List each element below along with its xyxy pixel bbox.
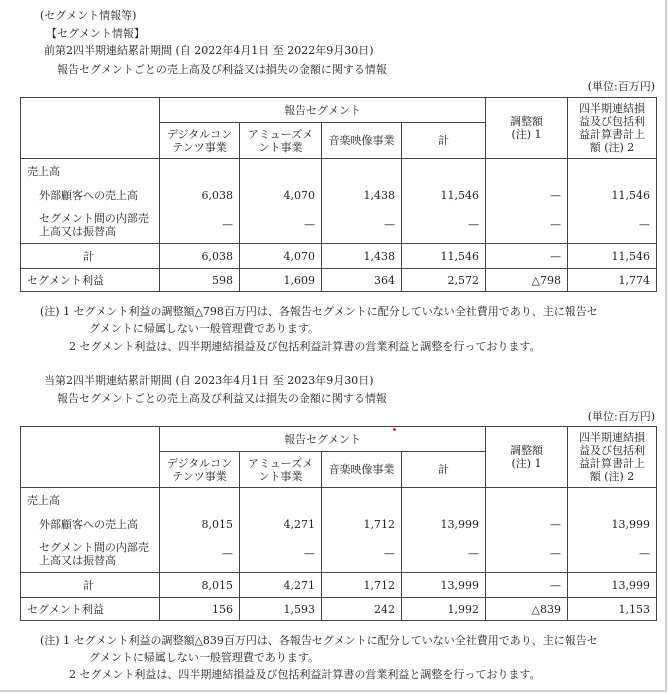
period-1-note-1-cont: グメントに帰属しない一般管理費であります。 (89, 322, 320, 335)
value-cell: 11,546 (568, 244, 657, 269)
adjustment-header: 調整額 (注) 1 (486, 98, 568, 159)
internal-sales-label: セグメント間の内部売 上高又は振替高 (21, 536, 160, 573)
adjustment-header: 調整額 (注) 1 (486, 427, 568, 488)
statement-header: 四半期連結損 益及び包括利 益計算書計上 額 (注) 2 (568, 98, 657, 159)
sales-label: 売上高 (21, 159, 160, 185)
value-cell: — (486, 244, 568, 269)
segment-profit-label: セグメント利益 (21, 598, 160, 621)
value-cell: 1,438 (322, 185, 402, 207)
table-row (21, 536, 657, 573)
value-cell: 6,038 (160, 185, 240, 207)
value-cell: — (240, 207, 322, 244)
amusement-header: アミューズメ ント事業 (240, 452, 322, 488)
value-cell: 13,999 (568, 514, 657, 536)
value-cell: 1,593 (240, 598, 322, 621)
corner-cell (21, 98, 160, 159)
digital-header: デジタルコン テンツ事業 (160, 452, 240, 488)
value-cell: 1,438 (322, 244, 402, 269)
value-cell: — (486, 185, 568, 207)
value-cell: — (486, 514, 568, 536)
digital-header: デジタルコン テンツ事業 (160, 123, 240, 159)
total-header: 計 (402, 123, 486, 159)
external-sales-label: 外部顧客への売上高 (21, 514, 160, 536)
total-header: 計 (402, 452, 486, 488)
value-cell: △839 (486, 598, 568, 621)
value-cell: 8,015 (160, 514, 240, 536)
value-cell: 1,774 (568, 269, 657, 292)
period-1-note-1: (注) 1 セグメント利益の調整額△798百万円は、各報告セグメントに配分していない全社費用であり、主に報告セ (40, 305, 598, 318)
value-cell: — (402, 536, 486, 573)
value-cell: 1,153 (568, 598, 657, 621)
value-cell: 4,070 (240, 185, 322, 207)
corner-cell (21, 427, 160, 488)
segment-profit-label: セグメント利益 (21, 269, 160, 292)
value-cell: 242 (322, 598, 402, 621)
segment-table-1 (20, 97, 657, 292)
value-cell: — (160, 536, 240, 573)
value-cell: 13,999 (402, 573, 486, 598)
value-cell: 156 (160, 598, 240, 621)
table-row (21, 159, 657, 185)
internal-sales-label: セグメント間の内部売 上高又は振替高 (21, 207, 160, 244)
music-header: 音楽映像事業 (322, 123, 402, 159)
value-cell: 4,271 (240, 573, 322, 598)
table-row (21, 244, 657, 269)
value-cell: 1,712 (322, 573, 402, 598)
value-cell: — (486, 207, 568, 244)
table-row (21, 598, 657, 621)
value-cell: 13,999 (402, 514, 486, 536)
period-2-caption: 報告セグメントごとの売上高及び利益又は損失の金額に関する情報 (57, 392, 387, 405)
value-cell: 4,070 (240, 244, 322, 269)
statement-header: 四半期連結損 益及び包括利 益計算書計上 額 (注) 2 (568, 427, 657, 488)
period-1-note-2: 2 セグメント利益は、四半期連結損益及び包括利益計算書の営業利益と調整を行っております。 (69, 340, 541, 353)
value-cell: 8,015 (160, 573, 240, 598)
value-cell: 11,546 (402, 244, 486, 269)
table-row (21, 488, 657, 514)
value-cell: 598 (160, 269, 240, 292)
value-cell: — (486, 573, 568, 598)
value-cell: 1,992 (402, 598, 486, 621)
value-cell: — (322, 207, 402, 244)
period-2-note-1-cont: グメントに帰属しない一般管理費であります。 (89, 651, 320, 664)
table-row (21, 185, 657, 207)
table-row (21, 269, 657, 292)
period-2-unit: (単位:百万円) (587, 410, 655, 423)
value-cell: — (402, 207, 486, 244)
table-row (21, 514, 657, 536)
period-2-title: 当第2四半期連結累計期間 (自 2023年4月1日 至 2023年9月30日) (44, 374, 374, 387)
sales-label: 売上高 (21, 488, 160, 514)
segment-table-2 (20, 426, 657, 621)
value-cell: 13,999 (568, 573, 657, 598)
period-2-note-2: 2 セグメント利益は、四半期連結損益及び包括利益計算書の営業利益と調整を行っております。 (69, 668, 541, 681)
value-cell: — (568, 536, 657, 573)
value-cell: 1,609 (240, 269, 322, 292)
reported-segment-header: 報告セグメント (160, 98, 486, 123)
table-row (21, 207, 657, 244)
value-cell: 4,271 (240, 514, 322, 536)
table-row (21, 573, 657, 598)
value-cell: — (486, 536, 568, 573)
period-1-caption: 報告セグメントごとの売上高及び利益又は損失の金額に関する情報 (57, 63, 387, 76)
value-cell: — (160, 207, 240, 244)
value-cell: — (240, 536, 322, 573)
value-cell: 11,546 (402, 185, 486, 207)
section-subheading: 【セグメント情報】 (46, 27, 145, 40)
period-2-note-1: (注) 1 セグメント利益の調整額△839百万円は、各報告セグメントに配分していない全社費用であり、主に報告セ (40, 634, 598, 647)
music-header: 音楽映像事業 (322, 452, 402, 488)
value-cell: — (322, 536, 402, 573)
value-cell: 11,546 (568, 185, 657, 207)
value-cell: 364 (322, 269, 402, 292)
period-1-title: 前第2四半期連結累計期間 (自 2022年4月1日 至 2022年9月30日) (44, 44, 374, 57)
period-1-unit: (単位:百万円) (587, 80, 655, 93)
section-heading: (セグメント情報等) (40, 9, 137, 22)
value-cell: △798 (486, 269, 568, 292)
value-cell: — (568, 207, 657, 244)
value-cell: 2,572 (402, 269, 486, 292)
external-sales-label: 外部顧客への売上高 (21, 185, 160, 207)
subtotal-label: 計 (21, 244, 160, 269)
reported-segment-header: 報告セグメント (160, 427, 486, 452)
value-cell: 6,038 (160, 244, 240, 269)
value-cell: 1,712 (322, 514, 402, 536)
subtotal-label: 計 (21, 573, 160, 598)
amusement-header: アミューズメ ント事業 (240, 123, 322, 159)
